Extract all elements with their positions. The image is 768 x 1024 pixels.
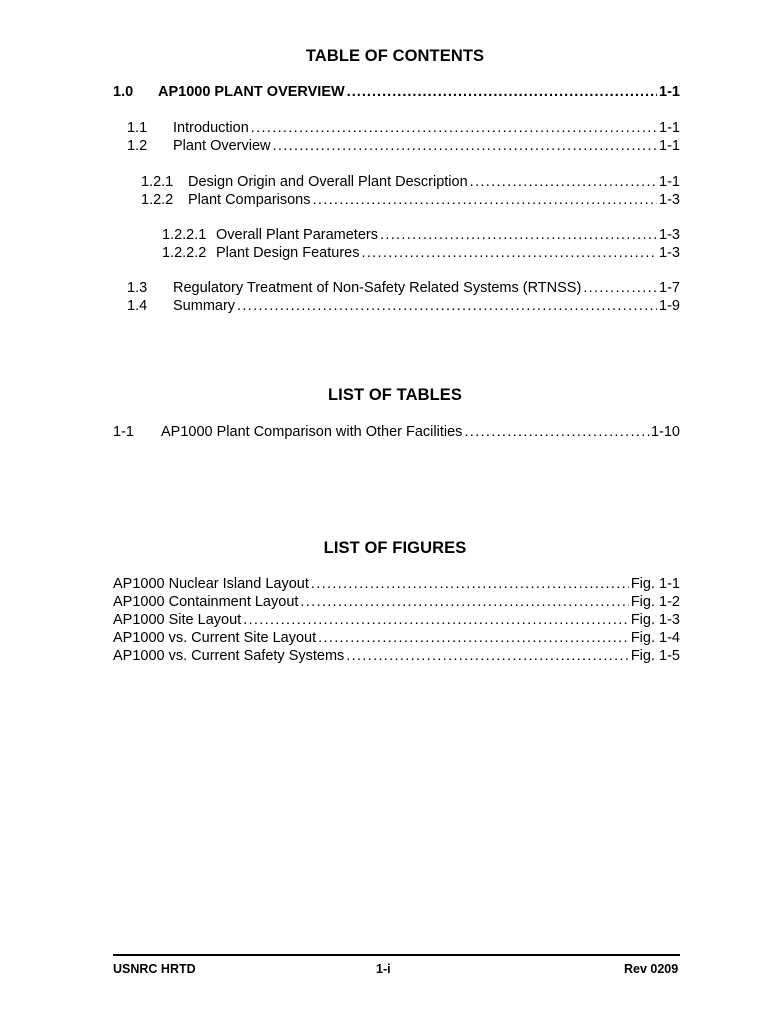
toc-entry-1-2-2-1[interactable] (162, 226, 680, 244)
figure-entry-page: Fig. 1-1 (630, 576, 680, 592)
dot-leader (464, 423, 649, 441)
table-entry-title: AP1000 Plant Comparison with Other Facilities (161, 424, 463, 440)
dot-leader (583, 279, 657, 297)
figure-entry-4[interactable] (113, 629, 680, 647)
footer-revision: Rev 0209 (624, 962, 679, 976)
table-entry-page: 1-10 (650, 424, 680, 440)
toc-entry-page: 1-3 (659, 192, 680, 208)
toc-entry-number: 1.2 (127, 138, 148, 154)
dot-leader (243, 611, 629, 629)
toc-entry-title: AP1000 PLANT OVERVIEW (158, 84, 345, 100)
dot-leader (311, 575, 629, 593)
figure-entry-2[interactable] (113, 593, 680, 611)
toc-entry-number: 1.2.1 (141, 174, 174, 190)
toc-entry-page: 1-1 (659, 84, 680, 100)
dot-leader (361, 244, 657, 262)
toc-entry-title: Plant Overview (173, 138, 271, 154)
figure-entry-3[interactable] (113, 611, 680, 629)
toc-heading: TABLE OF CONTENTS (305, 47, 485, 65)
figure-entry-1[interactable] (113, 575, 680, 593)
figure-entry-page: Fig. 1-5 (630, 648, 680, 664)
figure-entry-title: AP1000 vs. Current Safety Systems (113, 648, 345, 664)
toc-entry-page: 1-1 (659, 138, 680, 154)
footer-page-number: 1-i (376, 962, 391, 976)
table-entry-1-1[interactable] (113, 423, 680, 441)
figure-entry-page: Fig. 1-2 (630, 594, 680, 610)
toc-entry-number: 1.4 (127, 298, 148, 314)
tables-heading: LIST OF TABLES (327, 386, 462, 404)
figure-entry-5[interactable] (113, 647, 680, 665)
toc-entry-title: Overall Plant Parameters (216, 227, 378, 243)
toc-entry-1-1[interactable] (127, 119, 680, 137)
toc-entry-1-0[interactable] (113, 83, 680, 101)
toc-entry-number: 1.2.2.2 (162, 245, 207, 261)
figure-entry-title: AP1000 vs. Current Site Layout (113, 630, 317, 646)
dot-leader (318, 629, 629, 647)
toc-entry-number: 1.2.2.1 (162, 227, 207, 243)
toc-entry-1-2-1[interactable] (141, 173, 680, 191)
toc-entry-1-2-2[interactable] (141, 191, 680, 209)
footer-rule (113, 954, 680, 956)
toc-entry-title: Introduction (173, 120, 249, 136)
table-entry-number: 1-1 (113, 424, 134, 440)
toc-entry-title: Plant Design Features (216, 245, 360, 261)
figures-heading: LIST OF FIGURES (323, 539, 467, 557)
toc-entry-number: 1.3 (127, 280, 148, 296)
toc-entry-number: 1.0 (113, 84, 134, 100)
figure-entry-title: AP1000 Containment Layout (113, 594, 299, 610)
dot-leader (251, 119, 657, 137)
toc-entry-number: 1.2.2 (141, 192, 174, 208)
toc-entry-1-2[interactable] (127, 137, 680, 155)
toc-entry-page: 1-7 (659, 280, 680, 296)
figure-entry-page: Fig. 1-4 (630, 630, 680, 646)
footer-left: USNRC HRTD (113, 962, 196, 976)
toc-entry-title: Summary (173, 298, 236, 314)
dot-leader (300, 593, 628, 611)
toc-entry-page: 1-9 (659, 298, 680, 314)
toc-entry-page: 1-3 (659, 227, 680, 243)
dot-leader (346, 647, 629, 665)
toc-entry-page: 1-1 (659, 120, 680, 136)
toc-entry-title: Design Origin and Overall Plant Description (188, 174, 468, 190)
dot-leader (313, 191, 658, 209)
toc-entry-page: 1-3 (659, 245, 680, 261)
toc-entry-page: 1-1 (659, 174, 680, 190)
figure-entry-title: AP1000 Nuclear Island Layout (113, 576, 309, 592)
toc-entry-title: Plant Comparisons (188, 192, 311, 208)
toc-entry-1-4[interactable] (127, 297, 680, 315)
toc-entry-1-3[interactable] (127, 279, 680, 297)
dot-leader (237, 297, 657, 315)
toc-entry-1-2-2-2[interactable] (162, 244, 680, 262)
toc-entry-number: 1.1 (127, 120, 148, 136)
dot-leader (347, 83, 657, 101)
figure-entry-title: AP1000 Site Layout (113, 612, 242, 628)
dot-leader (380, 226, 657, 244)
dot-leader (470, 173, 657, 191)
dot-leader (273, 137, 658, 155)
toc-entry-title: Regulatory Treatment of Non-Safety Related Systems (RTNSS) (173, 280, 582, 296)
figure-entry-page: Fig. 1-3 (630, 612, 680, 628)
